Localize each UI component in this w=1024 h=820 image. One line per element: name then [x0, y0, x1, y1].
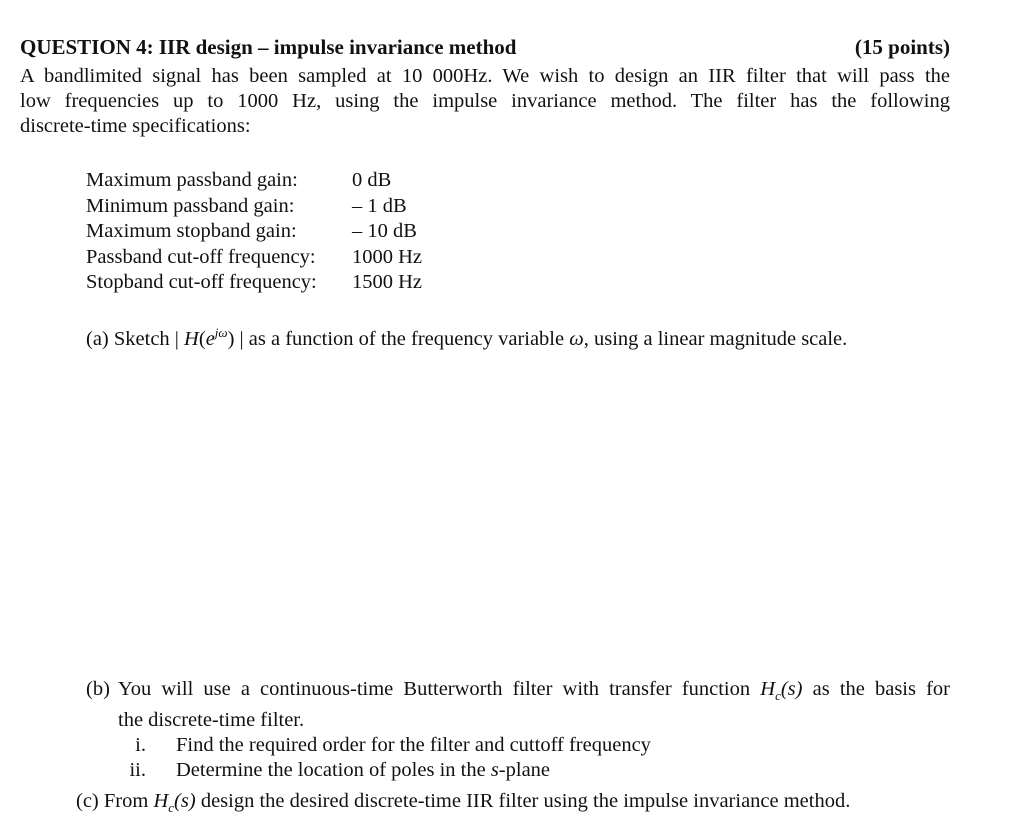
intro-line-3: discrete-time specifications:: [20, 115, 251, 137]
part-b-item-number: ii.: [129, 759, 146, 782]
part-b-label: (b): [86, 678, 110, 700]
part-a: [86, 320, 847, 352]
spec-label: Minimum passband gain:: [86, 194, 295, 217]
part-c-label: (c): [76, 790, 99, 812]
spec-value: 1000 Hz: [352, 245, 423, 268]
spec-label: Stopband cut-off frequency:: [86, 271, 317, 293]
part-c: [76, 789, 850, 820]
part-b-item-s: s: [490, 759, 499, 782]
spec-value: 0 dB: [352, 169, 392, 191]
question-title: QUESTION 4: IIR design – impulse invariance method: [20, 35, 517, 59]
part-b-item-number: i.: [135, 734, 146, 757]
part-b-item-text-pre: Determine the location of poles in the: [176, 759, 486, 782]
spec-row: [86, 219, 422, 245]
part-a-H: H: [184, 327, 199, 350]
spec-value: – 1 dB: [352, 194, 407, 217]
part-b-text: [118, 677, 950, 708]
part-b-Hc-sub: c: [775, 688, 781, 704]
part-b: [86, 677, 950, 783]
part-a-paren-close: ): [227, 327, 235, 350]
intro-paragraph: [20, 64, 950, 139]
part-a-e: e: [205, 327, 215, 350]
question-points: (15 points): [854, 35, 950, 59]
part-b-text-post: as the basis for: [812, 678, 951, 700]
intro-line-1: A bandlimited signal has been sampled at 10 000Hz. We wish to design an IIR filter that will pass the: [20, 65, 950, 87]
part-b-Hc-H: H: [760, 678, 776, 700]
part-c-pre: From: [103, 790, 149, 812]
spec-row: [86, 270, 422, 296]
part-b-line-2: the discrete-time filter.: [118, 709, 305, 732]
part-c-sub: c: [168, 800, 175, 816]
part-a-post: | as a function of the frequency variable: [239, 327, 565, 350]
spec-value: 1500 Hz: [352, 271, 423, 293]
part-b-item-text: [176, 758, 550, 783]
spec-label: Maximum stopband gain:: [86, 220, 297, 242]
spec-label: Passband cut-off frequency:: [86, 245, 316, 268]
intro-line-2: low frequencies up to 1000 Hz, using the impulse invariance method. The filter has the following: [20, 90, 950, 112]
part-c-s: (s): [174, 790, 196, 812]
part-b-item: [86, 758, 950, 783]
part-a-exponent: jω: [214, 325, 228, 340]
spec-row: [86, 168, 422, 194]
spec-row: [86, 245, 422, 271]
spec-label: Maximum passband gain:: [86, 169, 298, 191]
part-b-first-line: [86, 677, 950, 708]
question-heading: [20, 34, 950, 60]
part-b-item: [86, 733, 950, 758]
specifications-table: [86, 168, 422, 296]
part-b-text-pre: You will use a continuous-time Butterworth filter with transfer function: [118, 678, 751, 700]
part-a-omega: ω: [569, 327, 584, 350]
part-c-H: H: [153, 790, 169, 812]
part-a-tail: , using a linear magnitude scale.: [583, 327, 848, 350]
spec-value: – 10 dB: [352, 220, 417, 242]
part-a-label: (a): [86, 327, 109, 350]
part-c-post: design the desired discrete-time IIR filter using the impulse invariance method.: [200, 790, 851, 812]
part-a-pre: Sketch |: [113, 327, 179, 350]
part-b-Hc-s: (s): [780, 678, 803, 700]
spec-row: [86, 194, 422, 220]
part-a-paren-open: (: [198, 327, 206, 350]
part-b-item-text-post: -plane: [498, 759, 551, 782]
part-b-item-text: Find the required order for the filter and cuttoff frequency: [176, 734, 651, 757]
